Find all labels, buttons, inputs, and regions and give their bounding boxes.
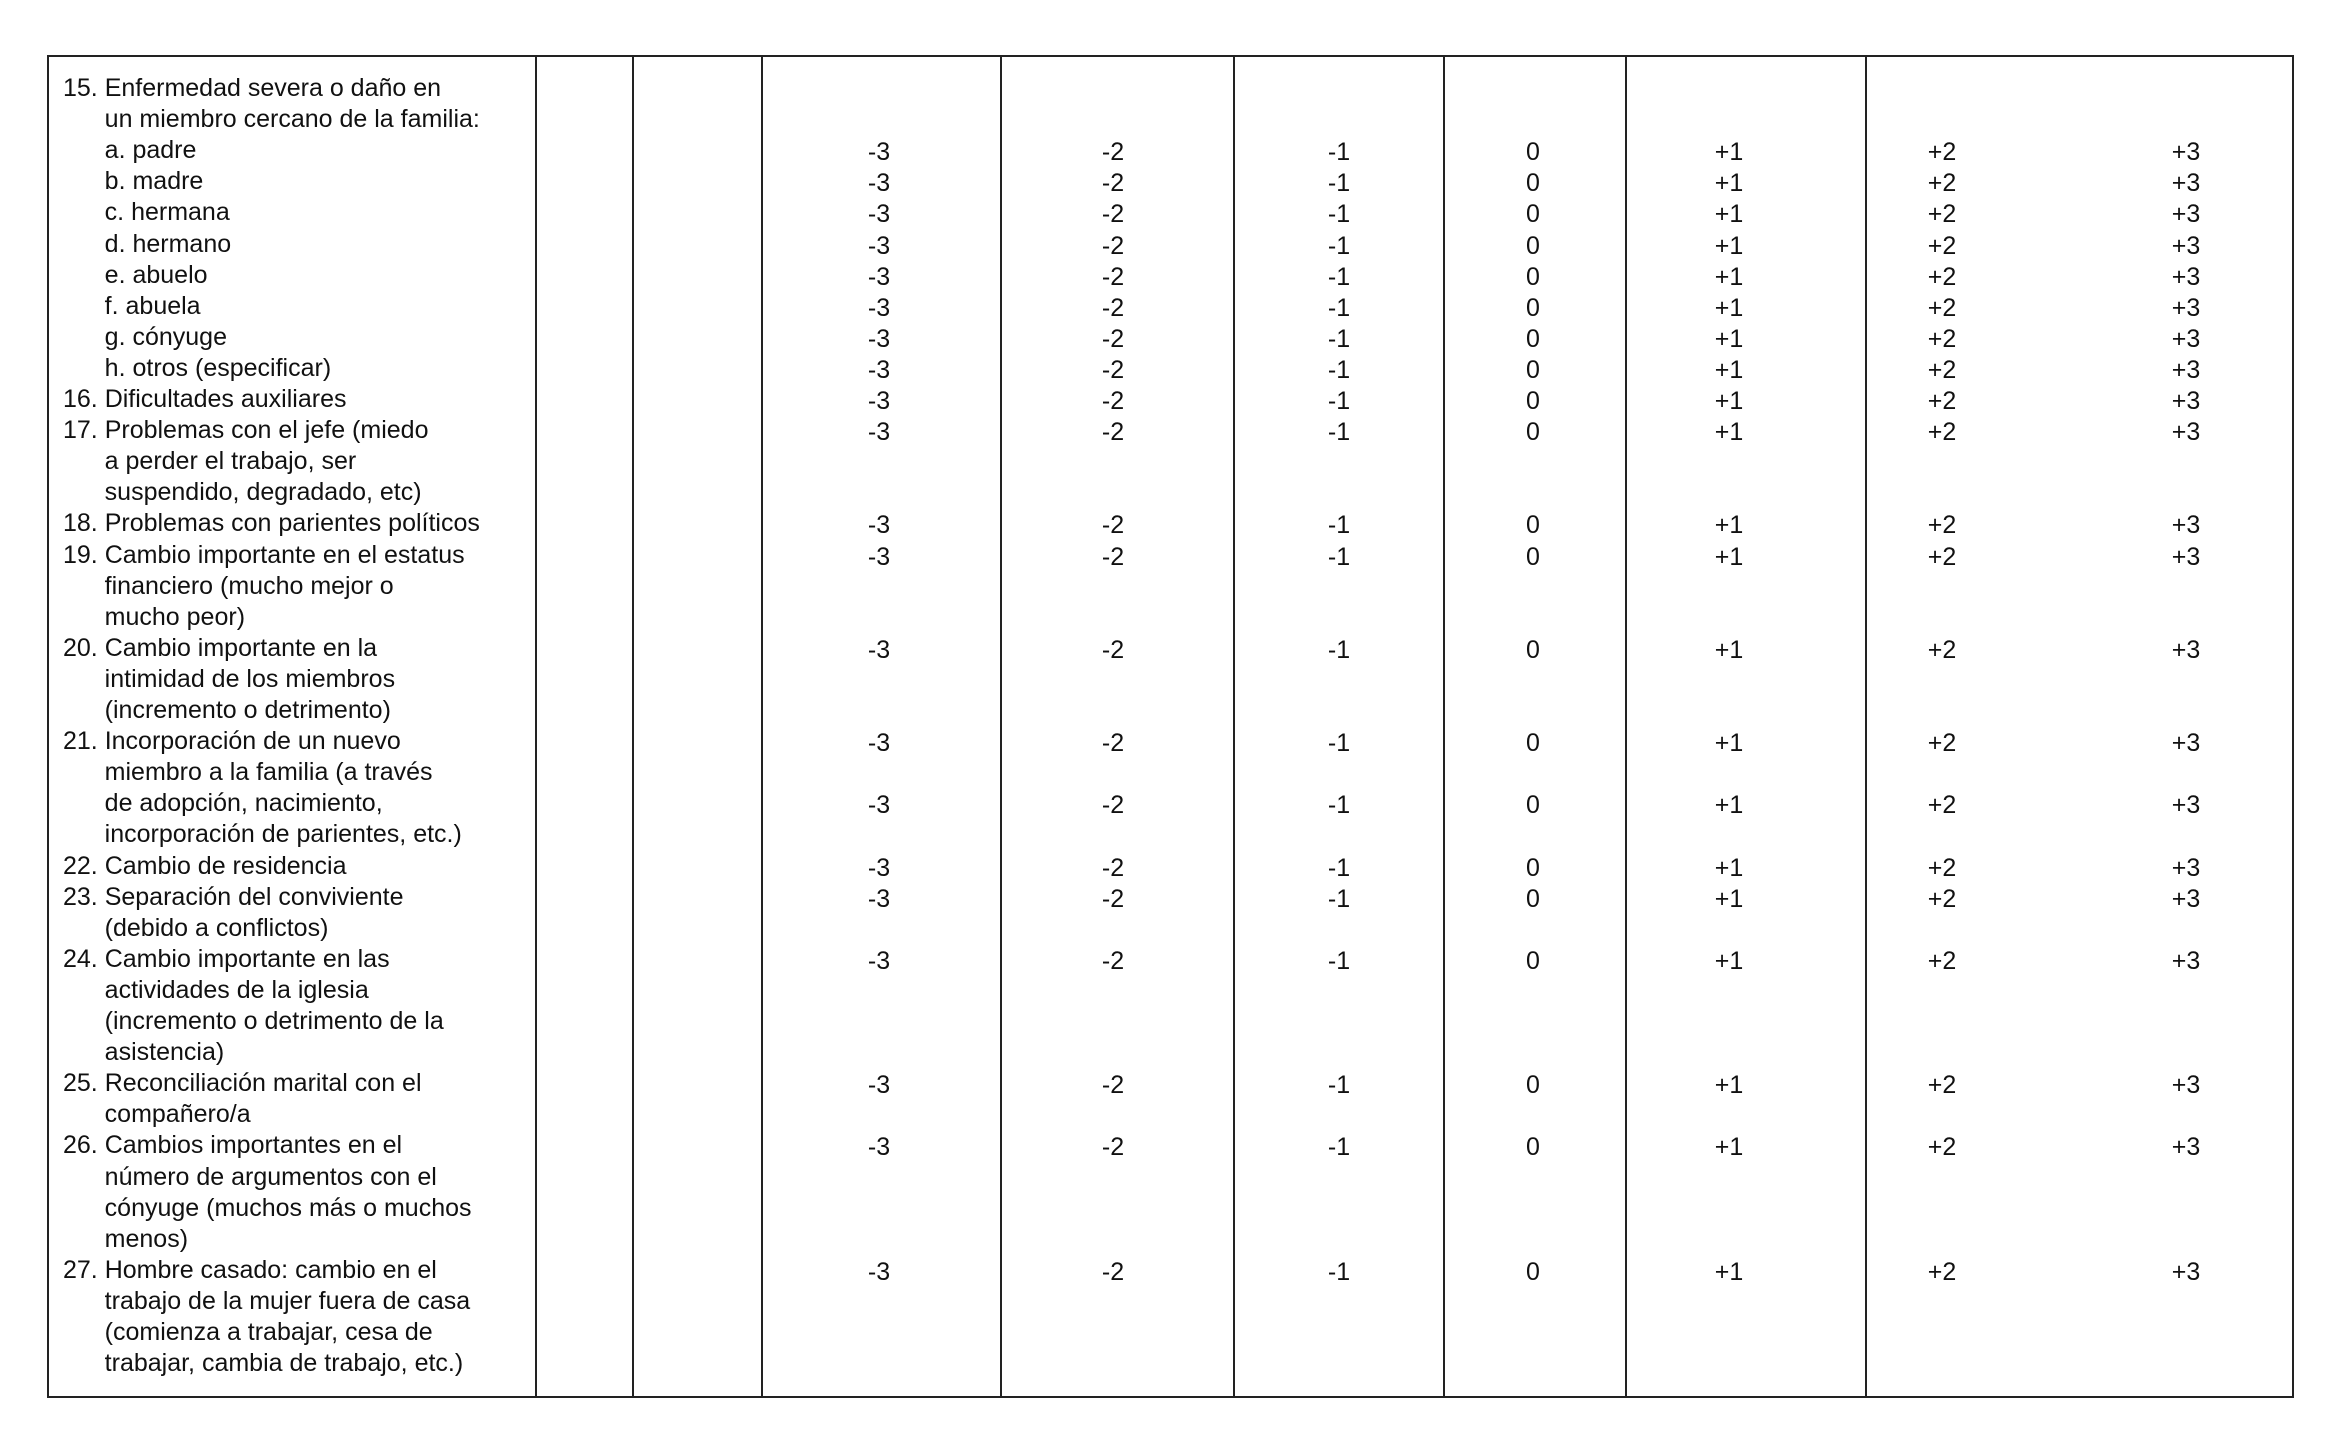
item-label-line: f. abuela	[63, 291, 201, 320]
scale-value-16-7: +3	[2171, 387, 2201, 415]
scale-value-15f-6: +2	[1927, 293, 1957, 322]
column-divider-6	[1443, 57, 1445, 1396]
scale-value-22-3: -1	[1327, 853, 1351, 882]
scale-table	[47, 55, 2294, 1398]
item-label-line: menos)	[63, 1224, 189, 1253]
scale-value-25-4: 0	[1526, 1071, 1540, 1100]
scale-value-15d-7: +3	[2171, 231, 2201, 260]
scale-value-15d-4: 0	[1526, 231, 1540, 260]
scale-value-21a-2: -2	[1101, 729, 1125, 758]
scale-value-26-1: -3	[867, 1133, 891, 1162]
scale-value-27-7: +3	[2171, 1257, 2201, 1286]
scale-value-15h-6: +2	[1927, 355, 1957, 384]
scale-value-21b-3: -1	[1327, 791, 1351, 820]
item-label-line: 26. Cambios importantes en el	[63, 1131, 403, 1160]
scale-value-27-5: +1	[1714, 1257, 1744, 1286]
scale-value-19-1: -3	[867, 542, 891, 571]
scale-value-15a-3: -1	[1327, 138, 1351, 167]
scale-value-27-6: +2	[1927, 1257, 1957, 1286]
item-label-line: suspendido, degradado, etc)	[63, 478, 422, 507]
scale-value-21b-4: 0	[1526, 791, 1540, 820]
scale-value-17-7: +3	[2171, 418, 2201, 447]
scale-value-22-4: 0	[1526, 853, 1540, 882]
scale-value-19-2: -2	[1101, 542, 1125, 571]
item-label-line: (comienza a trabajar, cesa de	[63, 1318, 433, 1346]
item-label-line: a. padre	[63, 136, 197, 165]
scale-value-15c-5: +1	[1714, 200, 1744, 229]
item-label-line: 23. Separación del conviviente	[63, 882, 404, 911]
item-label-line: d. hermano	[63, 229, 232, 258]
scale-value-15c-4: 0	[1526, 200, 1540, 229]
scale-value-23-1: -3	[867, 884, 891, 913]
scale-value-27-3: -1	[1327, 1257, 1351, 1286]
scale-value-24-6: +2	[1927, 946, 1957, 975]
scale-value-20-4: 0	[1526, 635, 1540, 664]
column-divider-1	[535, 57, 537, 1396]
item-label-line: 24. Cambio importante en las	[63, 944, 390, 973]
scale-value-15h-5: +1	[1714, 355, 1744, 384]
scale-value-15e-1: -3	[867, 262, 891, 291]
item-label-line: miembro a la familia (a través	[63, 758, 433, 787]
scale-value-24-1: -3	[867, 946, 891, 975]
scale-value-21a-1: -3	[867, 729, 891, 758]
scale-value-21a-6: +2	[1927, 729, 1957, 758]
column-divider-5	[1233, 57, 1235, 1396]
scale-value-16-5: +1	[1714, 387, 1744, 415]
item-label-line: intimidad de los miembros	[63, 664, 396, 693]
scale-value-15a-1: -3	[867, 138, 891, 167]
scale-value-15b-2: -2	[1101, 169, 1125, 198]
item-label-line: trabajo de la mujer fuera de casa	[63, 1286, 471, 1315]
scale-value-23-3: -1	[1327, 884, 1351, 913]
scale-value-17-3: -1	[1327, 418, 1351, 447]
scale-value-20-2: -2	[1101, 635, 1125, 664]
item-label-line: compañero/a	[63, 1100, 251, 1129]
item-label-line: 18. Problemas con parientes políticos	[63, 509, 480, 538]
scale-value-15b-7: +3	[2171, 169, 2201, 198]
item-label-line: actividades de la iglesia	[63, 975, 369, 1004]
scale-value-17-2: -2	[1101, 418, 1125, 447]
scale-value-26-5: +1	[1714, 1133, 1744, 1162]
scale-value-15a-6: +2	[1927, 138, 1957, 167]
scale-value-15d-2: -2	[1101, 231, 1125, 260]
scale-value-18-2: -2	[1101, 511, 1125, 540]
scale-value-16-6: +2	[1927, 387, 1957, 415]
item-label-line: c. hermana	[63, 198, 230, 227]
item-label-line: 17. Problemas con el jefe (miedo	[63, 416, 429, 445]
scale-value-15h-1: -3	[867, 355, 891, 384]
item-label-line: 22. Cambio de residencia	[63, 851, 347, 880]
scale-value-24-5: +1	[1714, 946, 1744, 975]
scale-value-23-7: +3	[2171, 884, 2201, 913]
scale-value-15d-5: +1	[1714, 231, 1744, 260]
item-label-line: a perder el trabajo, ser	[63, 447, 357, 476]
column-divider-8	[1865, 57, 1867, 1396]
item-label-line: asistencia)	[63, 1038, 225, 1067]
scale-value-16-2: -2	[1101, 387, 1125, 415]
scale-value-15g-7: +3	[2171, 324, 2201, 353]
scale-value-17-5: +1	[1714, 418, 1744, 447]
item-label-line: mucho peor)	[63, 602, 246, 631]
scale-value-19-7: +3	[2171, 542, 2201, 571]
scale-value-15a-2: -2	[1101, 138, 1125, 167]
scale-value-15d-3: -1	[1327, 231, 1351, 260]
scale-value-18-4: 0	[1526, 511, 1540, 540]
scale-value-20-7: +3	[2171, 635, 2201, 664]
scale-value-15h-3: -1	[1327, 355, 1351, 384]
scale-value-26-6: +2	[1927, 1133, 1957, 1162]
item-label-line: incorporación de parientes, etc.)	[63, 820, 462, 849]
scale-value-15f-7: +3	[2171, 293, 2201, 322]
scale-value-15a-5: +1	[1714, 138, 1744, 167]
item-label-line: un miembro cercano de la familia:	[63, 105, 480, 134]
scale-value-17-4: 0	[1526, 418, 1540, 447]
scale-value-15e-4: 0	[1526, 262, 1540, 291]
item-label-line: h. otros (especificar)	[63, 353, 332, 382]
scale-value-20-3: -1	[1327, 635, 1351, 664]
scale-value-23-2: -2	[1101, 884, 1125, 913]
column-divider-4	[1000, 57, 1002, 1396]
column-divider-7	[1625, 57, 1627, 1396]
scale-value-19-6: +2	[1927, 542, 1957, 571]
scale-value-15g-5: +1	[1714, 324, 1744, 353]
scale-value-20-6: +2	[1927, 635, 1957, 664]
scale-value-19-5: +1	[1714, 542, 1744, 571]
scale-value-15a-4: 0	[1526, 138, 1540, 167]
item-label-line: 20. Cambio importante en la	[63, 633, 378, 662]
scale-value-21b-5: +1	[1714, 791, 1744, 820]
scale-value-25-3: -1	[1327, 1071, 1351, 1100]
scale-value-15d-1: -3	[867, 231, 891, 260]
scale-value-16-3: -1	[1327, 387, 1351, 415]
item-label-line: (debido a conflictos)	[63, 913, 329, 942]
item-label-line: 27. Hombre casado: cambio en el	[63, 1255, 437, 1284]
scale-value-21b-6: +2	[1927, 791, 1957, 820]
scale-value-15e-3: -1	[1327, 262, 1351, 291]
item-label-line: 15. Enfermedad severa o daño en	[63, 74, 442, 102]
scale-value-15h-4: 0	[1526, 355, 1540, 384]
item-label-line: cónyuge (muchos más o muchos	[63, 1193, 472, 1222]
scale-value-23-6: +2	[1927, 884, 1957, 913]
item-label-line: 19. Cambio importante en el estatus	[63, 540, 465, 569]
scale-value-26-4: 0	[1526, 1133, 1540, 1162]
scale-value-25-1: -3	[867, 1071, 891, 1100]
scale-value-15h-7: +3	[2171, 355, 2201, 384]
scale-value-21a-3: -1	[1327, 729, 1351, 758]
scale-value-17-1: -3	[867, 418, 891, 447]
scale-value-18-6: +2	[1927, 511, 1957, 540]
scale-value-19-3: -1	[1327, 542, 1351, 571]
scale-value-15g-6: +2	[1927, 324, 1957, 353]
scale-value-15b-4: 0	[1526, 169, 1540, 198]
column-divider-3	[761, 57, 763, 1396]
scale-value-15f-2: -2	[1101, 293, 1125, 322]
scale-value-22-6: +2	[1927, 853, 1957, 882]
scale-value-15f-5: +1	[1714, 293, 1744, 322]
item-label-line: 16. Dificultades auxiliares	[63, 385, 347, 413]
scale-value-15b-3: -1	[1327, 169, 1351, 198]
scale-value-27-4: 0	[1526, 1257, 1540, 1286]
scale-value-15b-1: -3	[867, 169, 891, 198]
scale-value-25-2: -2	[1101, 1071, 1125, 1100]
scale-value-21a-4: 0	[1526, 729, 1540, 758]
column-divider-2	[632, 57, 634, 1396]
scale-value-17-6: +2	[1927, 418, 1957, 447]
scale-value-15b-5: +1	[1714, 169, 1744, 198]
scale-value-18-7: +3	[2171, 511, 2201, 540]
scale-value-15d-6: +2	[1927, 231, 1957, 260]
scale-value-25-5: +1	[1714, 1071, 1744, 1100]
scale-value-27-2: -2	[1101, 1257, 1125, 1286]
scale-value-24-4: 0	[1526, 946, 1540, 975]
scale-value-19-4: 0	[1526, 542, 1540, 571]
scale-value-15f-1: -3	[867, 293, 891, 322]
scale-value-20-5: +1	[1714, 635, 1744, 664]
scale-value-27-1: -3	[867, 1257, 891, 1286]
scale-value-15g-2: -2	[1101, 324, 1125, 353]
scale-value-15e-5: +1	[1714, 262, 1744, 291]
scale-value-15f-3: -1	[1327, 293, 1351, 322]
item-label-line: financiero (mucho mejor o	[63, 571, 394, 600]
scale-value-16-4: 0	[1526, 387, 1540, 415]
scale-value-21a-5: +1	[1714, 729, 1744, 758]
scale-value-15g-1: -3	[867, 324, 891, 353]
scale-value-15e-2: -2	[1101, 262, 1125, 291]
item-label-line: número de argumentos con el	[63, 1162, 437, 1191]
item-label-line: b. madre	[63, 167, 204, 196]
scale-value-15f-4: 0	[1526, 293, 1540, 322]
item-label-line: 25. Reconciliación marital con el	[63, 1069, 422, 1098]
scale-value-26-3: -1	[1327, 1133, 1351, 1162]
item-label-line: (incremento o detrimento)	[63, 696, 391, 724]
scale-value-22-5: +1	[1714, 853, 1744, 882]
item-label-line: e. abuelo	[63, 260, 208, 289]
scale-value-16-1: -3	[867, 387, 891, 415]
scale-value-24-2: -2	[1101, 946, 1125, 975]
scale-value-15c-1: -3	[867, 200, 891, 229]
scale-value-15g-4: 0	[1526, 324, 1540, 353]
scale-value-26-7: +3	[2171, 1133, 2201, 1162]
scale-value-23-5: +1	[1714, 884, 1744, 913]
scale-value-15c-6: +2	[1927, 200, 1957, 229]
scale-value-24-3: -1	[1327, 946, 1351, 975]
scale-value-24-7: +3	[2171, 946, 2201, 975]
scale-value-15a-7: +3	[2171, 138, 2201, 167]
scale-value-22-2: -2	[1101, 853, 1125, 882]
scale-value-22-7: +3	[2171, 853, 2201, 882]
scale-value-21a-7: +3	[2171, 729, 2201, 758]
item-label-line: de adopción, nacimiento,	[63, 789, 383, 818]
scale-value-15c-2: -2	[1101, 200, 1125, 229]
scale-value-22-1: -3	[867, 853, 891, 882]
scale-value-15e-6: +2	[1927, 262, 1957, 291]
scale-value-18-3: -1	[1327, 511, 1351, 540]
item-label-line: 21. Incorporación de un nuevo	[63, 727, 401, 756]
item-label-line: (incremento o detrimento de la	[63, 1007, 444, 1035]
scale-value-15e-7: +3	[2171, 262, 2201, 291]
scale-value-15c-7: +3	[2171, 200, 2201, 229]
scale-value-15g-3: -1	[1327, 324, 1351, 353]
scale-value-26-2: -2	[1101, 1133, 1125, 1162]
scale-value-21b-2: -2	[1101, 791, 1125, 820]
scale-value-18-5: +1	[1714, 511, 1744, 540]
item-label-line: trabajar, cambia de trabajo, etc.)	[63, 1349, 464, 1378]
scale-value-15c-3: -1	[1327, 200, 1351, 229]
item-label-line: g. cónyuge	[63, 322, 227, 351]
scale-value-15h-2: -2	[1101, 355, 1125, 384]
scale-value-25-6: +2	[1927, 1071, 1957, 1100]
scale-value-21b-1: -3	[867, 791, 891, 820]
scale-value-20-1: -3	[867, 635, 891, 664]
scale-value-25-7: +3	[2171, 1071, 2201, 1100]
scale-value-15b-6: +2	[1927, 169, 1957, 198]
scale-value-21b-7: +3	[2171, 791, 2201, 820]
scale-value-18-1: -3	[867, 511, 891, 540]
scale-value-23-4: 0	[1526, 884, 1540, 913]
